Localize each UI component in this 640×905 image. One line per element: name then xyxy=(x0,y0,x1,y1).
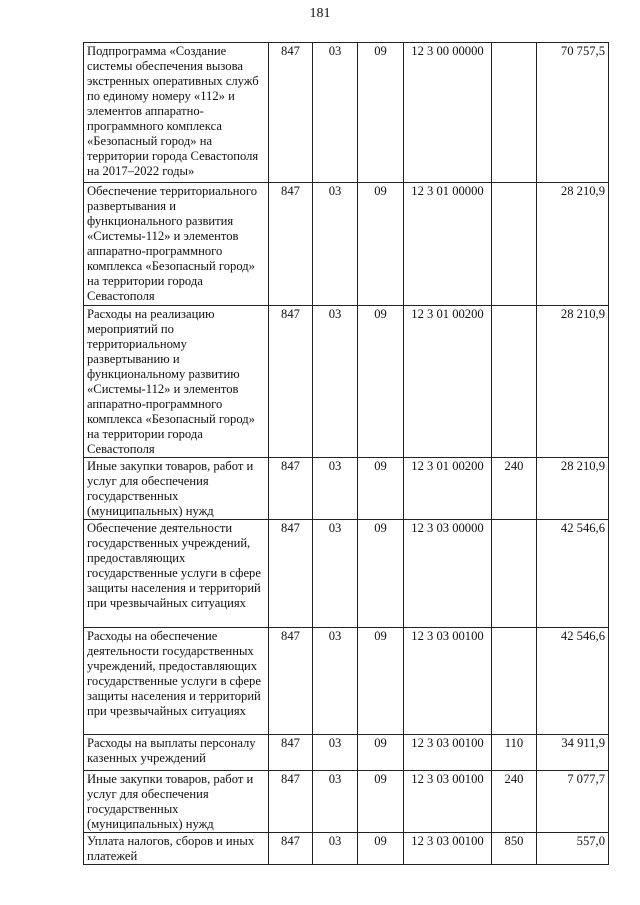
target-code: 12 3 01 00200 xyxy=(404,306,492,458)
amount: 42 546,6 xyxy=(537,628,609,735)
target-code: 12 3 03 00100 xyxy=(404,735,492,771)
section-code: 03 xyxy=(313,735,358,771)
page-number: 181 xyxy=(309,6,331,21)
table-row xyxy=(84,771,609,833)
expense-type-code xyxy=(492,306,537,458)
target-code: 12 3 03 00100 xyxy=(404,628,492,735)
table-row xyxy=(84,735,609,771)
expense-type-code xyxy=(492,183,537,306)
section-code: 03 xyxy=(313,771,358,833)
table-row xyxy=(84,43,609,183)
target-code: 12 3 03 00100 xyxy=(404,771,492,833)
target-code: 12 3 03 00000 xyxy=(404,520,492,628)
ministry-code: 847 xyxy=(269,306,313,458)
row-name: Обеспечение территориального развертывания и функционального развития «Системы-112» и элементов аппаратно-программного комплекса «Безопасный город» на территории города Севастополя xyxy=(84,183,269,306)
row-name: Расходы на обеспечение деятельности государственных учреждений, предоставляющих государственные услуги в сфере защиты населения и территорий при чрезвычайных ситуациях xyxy=(84,628,269,735)
subsection-code: 09 xyxy=(358,628,404,735)
subsection-code: 09 xyxy=(358,458,404,520)
section-code: 03 xyxy=(313,183,358,306)
ministry-code: 847 xyxy=(269,458,313,520)
subsection-code: 09 xyxy=(358,183,404,306)
section-code: 03 xyxy=(313,520,358,628)
expense-type-code xyxy=(492,628,537,735)
row-name: Расходы на реализацию мероприятий по территориальному развертыванию и функциональному развитию «Системы-112» и элементов аппаратно-программного комплекса «Безопасный город» на территории города Севастополя xyxy=(84,306,269,458)
row-name: Обеспечение деятельности государственных учреждений, предоставляющих государственные услуги в сфере защиты населения и территорий при чрезвычайных ситуациях xyxy=(84,520,269,628)
section-code: 03 xyxy=(313,833,358,865)
row-name: Расходы на выплаты персоналу казенных учреждений xyxy=(84,735,269,771)
section-code: 03 xyxy=(313,43,358,183)
row-name: Подпрограмма «Создание системы обеспечения вызова экстренных оперативных служб по единому номеру «112» и элементов аппаратно-программного комплекса «Безопасный город» на территории города Севастополя на 2017–2022 годы» xyxy=(84,43,269,183)
subsection-code: 09 xyxy=(358,833,404,865)
ministry-code: 847 xyxy=(269,183,313,306)
target-code: 12 3 00 00000 xyxy=(404,43,492,183)
ministry-code: 847 xyxy=(269,833,313,865)
section-code: 03 xyxy=(313,306,358,458)
expense-type-code xyxy=(492,520,537,628)
expense-type-code xyxy=(492,43,537,183)
amount: 7 077,7 xyxy=(537,771,609,833)
amount: 557,0 xyxy=(537,833,609,865)
target-code: 12 3 01 00000 xyxy=(404,183,492,306)
ministry-code: 847 xyxy=(269,735,313,771)
subsection-code: 09 xyxy=(358,771,404,833)
amount: 28 210,9 xyxy=(537,183,609,306)
row-name: Иные закупки товаров, работ и услуг для обеспечения государственных (муниципальных) нужд xyxy=(84,771,269,833)
table-row xyxy=(84,520,609,628)
amount: 42 546,6 xyxy=(537,520,609,628)
table-row xyxy=(84,306,609,458)
section-code: 03 xyxy=(313,458,358,520)
subsection-code: 09 xyxy=(358,306,404,458)
ministry-code: 847 xyxy=(269,771,313,833)
amount: 28 210,9 xyxy=(537,306,609,458)
target-code: 12 3 01 00200 xyxy=(404,458,492,520)
table-row xyxy=(84,833,609,865)
row-name: Иные закупки товаров, работ и услуг для обеспечения государственных (муниципальных) нужд xyxy=(84,458,269,520)
expense-type-code: 110 xyxy=(492,735,537,771)
expense-type-code: 240 xyxy=(492,458,537,520)
ministry-code: 847 xyxy=(269,520,313,628)
expense-type-code: 240 xyxy=(492,771,537,833)
amount: 28 210,9 xyxy=(537,458,609,520)
target-code: 12 3 03 00100 xyxy=(404,833,492,865)
table-row xyxy=(84,183,609,306)
amount: 34 911,9 xyxy=(537,735,609,771)
table-row xyxy=(84,628,609,735)
row-name: Уплата налогов, сборов и иных платежей xyxy=(84,833,269,865)
ministry-code: 847 xyxy=(269,43,313,183)
subsection-code: 09 xyxy=(358,520,404,628)
budget-table xyxy=(83,42,609,865)
subsection-code: 09 xyxy=(358,43,404,183)
table-row xyxy=(84,458,609,520)
expense-type-code: 850 xyxy=(492,833,537,865)
ministry-code: 847 xyxy=(269,628,313,735)
amount: 70 757,5 xyxy=(537,43,609,183)
subsection-code: 09 xyxy=(358,735,404,771)
section-code: 03 xyxy=(313,628,358,735)
